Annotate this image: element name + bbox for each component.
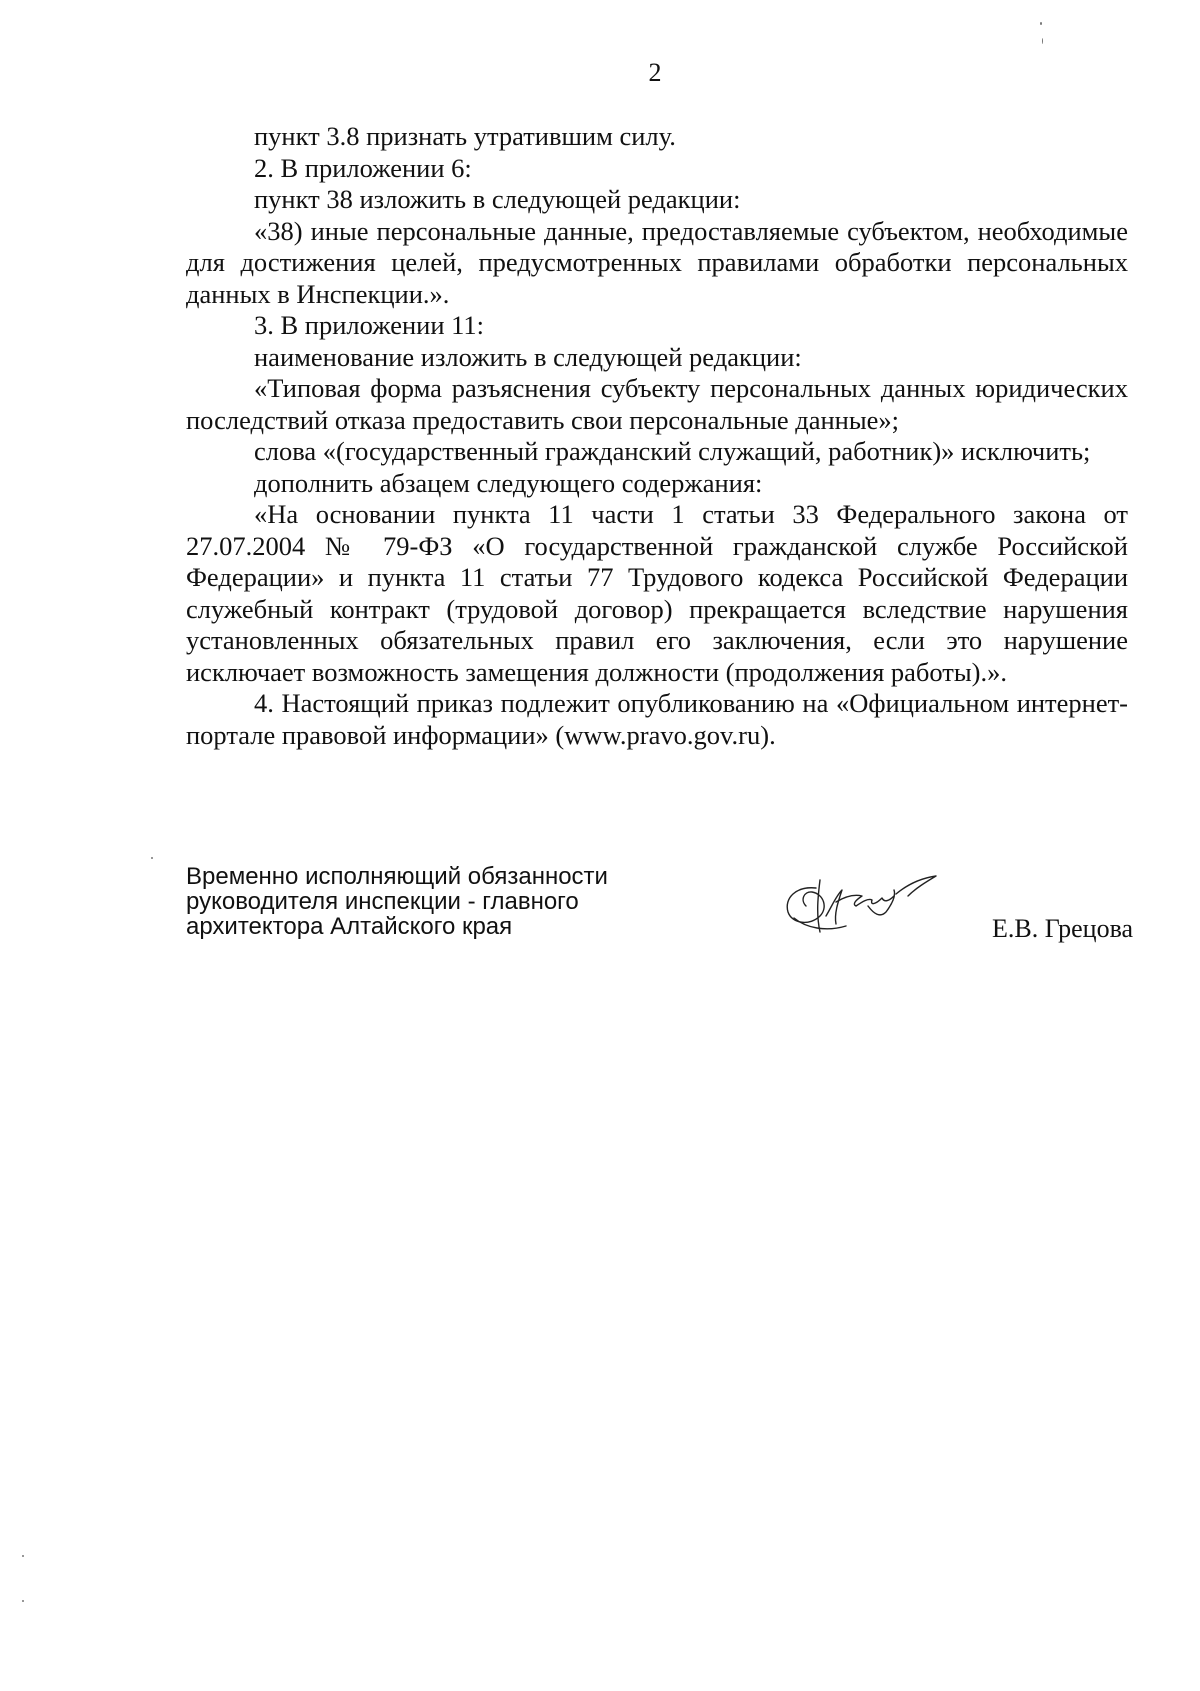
paragraph: слова «(государственный гражданский служащий, работник)» исключить;: [254, 436, 1091, 466]
paragraph: пункт 38 изложить в следующей редакции:: [254, 184, 741, 214]
scan-speck: [1042, 38, 1043, 44]
paragraph: пункт 3.8 признать утратившим силу.: [254, 121, 676, 151]
signature-block: [186, 864, 1146, 964]
signer-position: [186, 864, 686, 939]
scan-speck: [1040, 22, 1042, 25]
scan-speck: [22, 1555, 24, 1557]
paragraph: «Типовая форма разъяснения субъекту персональных данных юридических последствий отказа предоставить свои персональные данные»;: [186, 373, 1128, 435]
document-body: [186, 121, 1128, 751]
signer-position-line: руководителя инспекции - главного: [186, 888, 579, 915]
paragraph: наименование изложить в следующей редакции:: [254, 341, 802, 372]
signer-position-line: архитектора Алтайского края: [186, 913, 513, 940]
paragraph: «38) иные персональные данные, предоставляемые субъектом, необходимые для достижения целей, предусмотренных правилами обработки персональных данных в Инспекции.».: [186, 215, 1128, 309]
signer-name: Е.В. Грецова: [992, 914, 1134, 943]
page-number: 2: [648, 58, 662, 87]
paragraph: 3. В приложении 11:: [254, 310, 484, 340]
paragraph: дополнить абзацем следующего содержания:: [254, 467, 763, 498]
scan-speck: [151, 857, 153, 859]
scan-speck: [22, 1600, 24, 1602]
paragraph: 2. В приложении 6:: [254, 152, 472, 183]
paragraph: 4. Настоящий приказ подлежит опубликованию на «Официальном интернет-портале правовой информации» (www.pravo.gov.ru).: [186, 688, 1128, 750]
handwritten-signature: [776, 866, 946, 946]
paragraph: «На основании пункта 11 части 1 статьи 33 Федерального закона от 27.07.2004 № 79-ФЗ «О государственной гражданской службе Российской Федерации» и пункта 11 статьи 77 Трудового кодекса Российской Федерации служебный контракт (трудовой договор) прекращается вследствие нарушения установленных обязательных правил его заключения, если это нарушение исключает возможность замещения должности (продолжения работы).».: [186, 499, 1128, 687]
signer-position-line: Временно исполняющий обязанности: [186, 863, 608, 890]
